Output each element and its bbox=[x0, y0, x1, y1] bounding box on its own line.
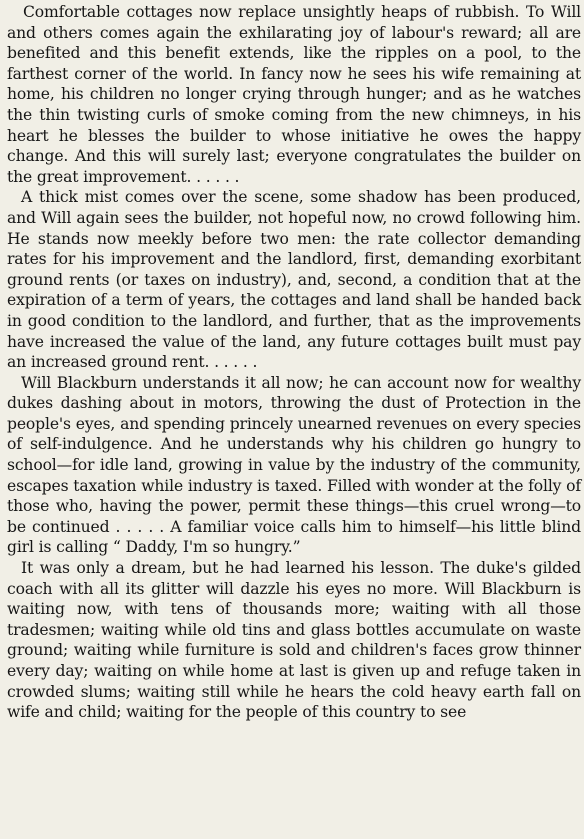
paragraph: Comfortable cottages now replace unsightly heaps of rubbish. To Will and others comes again the exhilarating joy of labour's reward; all are benefited and this benefit extends, like the ripples on a pool, to the farthest corner of the world. In fancy now he sees his wife remaining at home, his children no longer crying through hunger; and as he watches the thin twisting curls of smoke coming from the new chimneys, in his heart he blesses the builder to whose initiative he owes the happy change. And this will surely last; everyone congratulates the builder on the great improvement. . . . . . bbox=[7, 3, 581, 186]
paragraph: Will Blackburn understands it all now; he can account now for wealthy dukes dashing about in motors, throwing the dust of Protection in the people's eyes, and spending princely unearned revenues on every species of self-indulgence. And he understands why his children go hungry to school—for idle land, growing in value by the industry of the community, escapes taxation while industry is taxed. Filled with wonder at the folly of those who, having the power, permit these things—this cruel wrong—to be continued . . . . . A familiar voice calls him to himself—his little blind girl is calling “ Daddy, I'm so hungry.” bbox=[7, 373, 581, 557]
paragraph: A thick mist comes over the scene, some shadow has been produced, and Will again sees the builder, not hopeful now, no crowd following him. He stands now meekly before two men: the rate collector demanding rates for his improvement and the landlord, first, demanding exorbitant ground rents (or taxes on industry), and, second, a condition that at the expiration of a term of years, the cottages and land shall be handed back in good condition to the landlord, and further, that as the improvements have increased the value of the land, any future cottages built must pay an increased ground rent. . . . . . bbox=[7, 188, 581, 372]
paragraph: It was only a dream, but he had learned his lesson. The duke's gilded coach with all its glitter will dazzle his eyes no more. Will Blackburn is waiting now, with tens of thousands more; waiting with all those tradesmen; waiting while old tins and glass bottles accumulate on waste ground; waiting while furniture is sold and children's faces grow thinner every day; waiting on while home at last is given up and refuge taken in crowded slums; waiting still while he hears the cold heavy earth fall on wife and child; waiting for the people of this country to see bbox=[7, 559, 581, 722]
